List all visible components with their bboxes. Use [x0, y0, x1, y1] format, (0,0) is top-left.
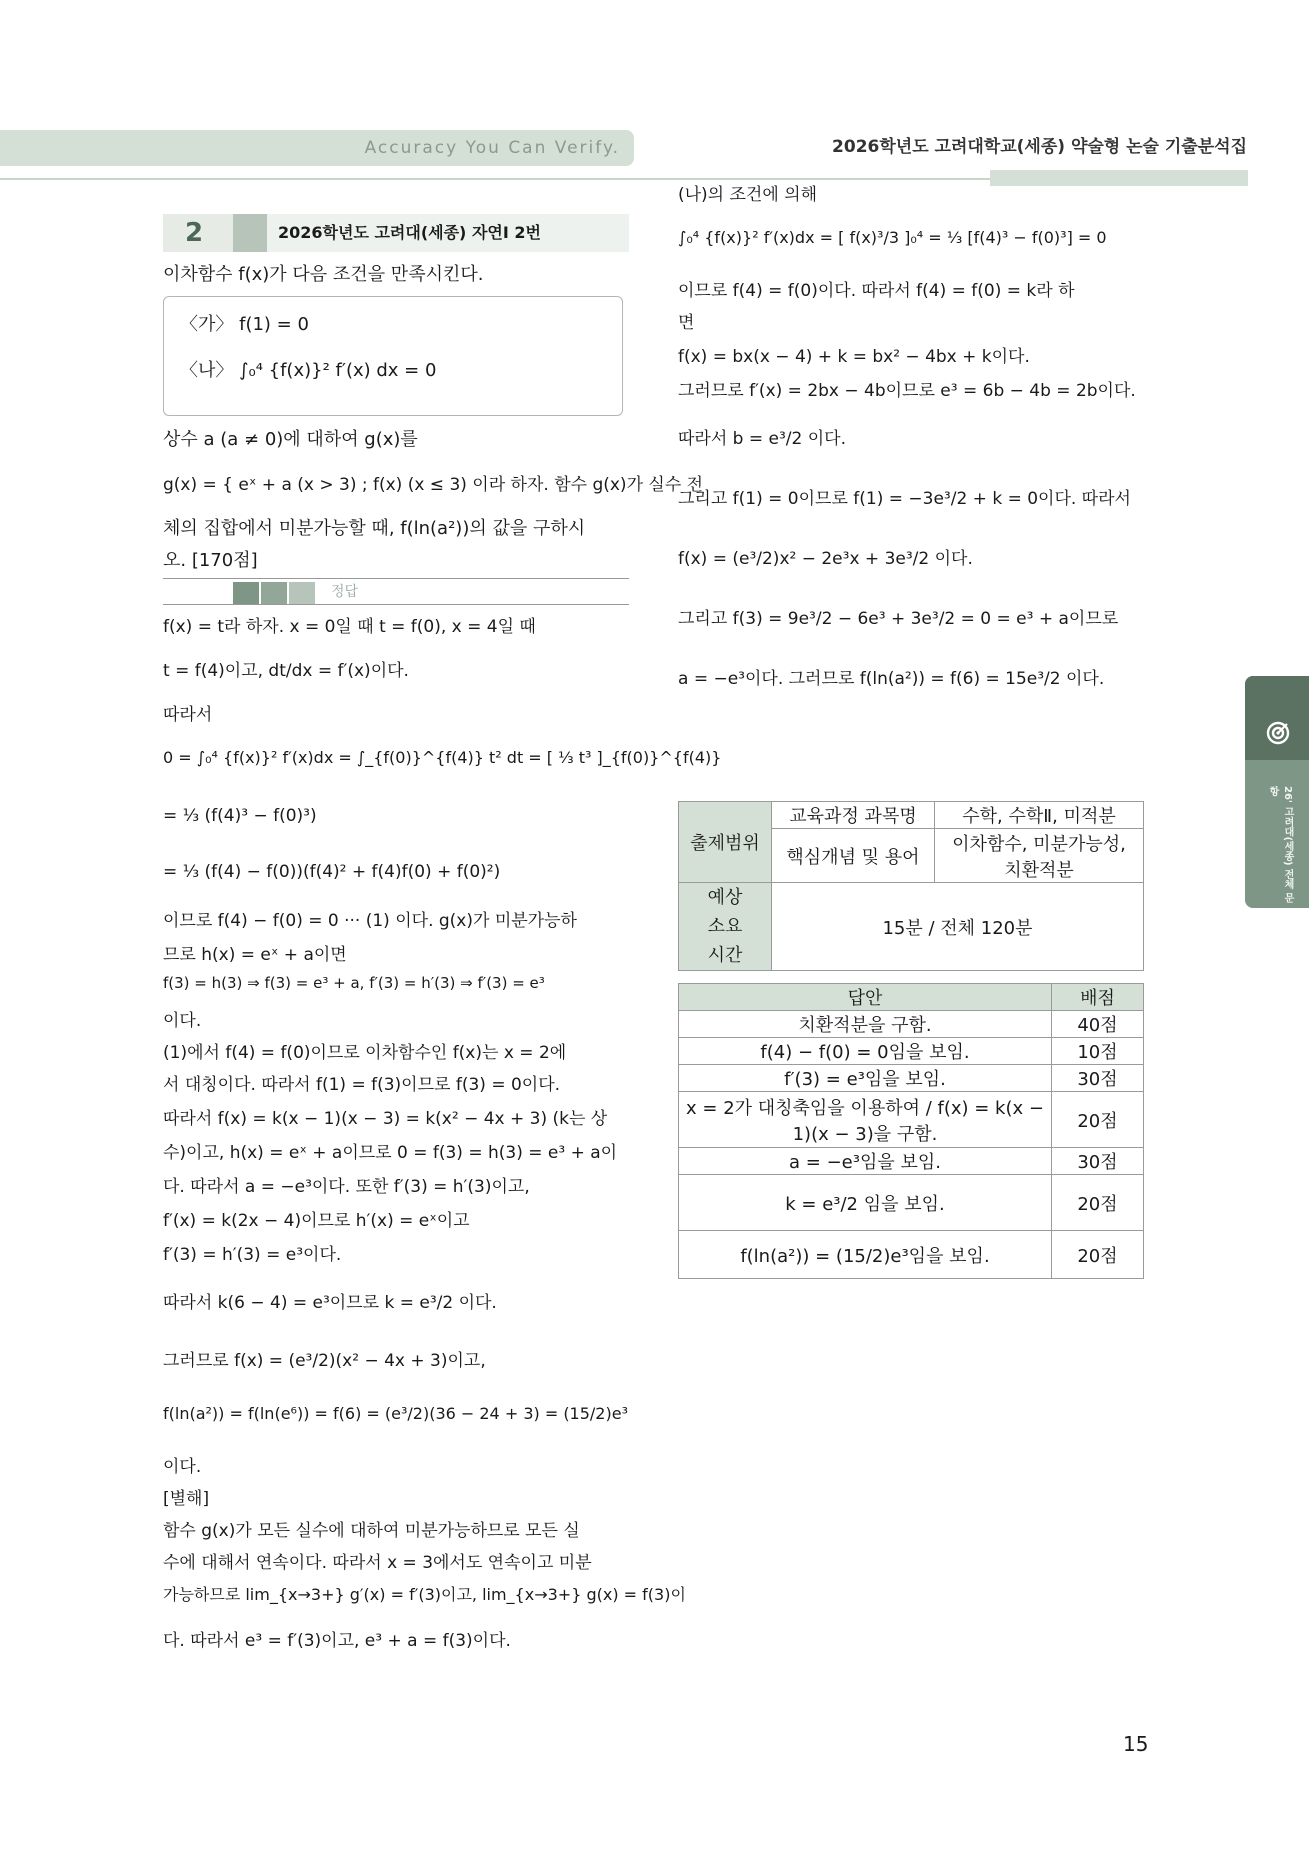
condition-na: 〈나〉 ∫₀⁴ {f(x)}² f′(x) dx = 0	[180, 360, 437, 381]
question-body-2: g(x) = { eˣ + a (x > 3) ; f(x) (x ≤ 3) 이라 하자. 함수 g(x)가 실수 전	[163, 475, 704, 495]
sol-left-line: 따라서 k(6 − 4) = e³이므로 k = e³/2 이다.	[163, 1293, 497, 1313]
score-row-answer: 치환적분을 구함.	[679, 1011, 1052, 1038]
sol-left-line: 이다.	[163, 1457, 202, 1477]
side-tab-label: 26' 고려대(세종) 전체 문항	[1267, 786, 1293, 903]
header-title: 2026학년도 고려대학교(세종) 약술형 논술 기출분석집	[832, 137, 1247, 157]
score-row-score: 20점	[1052, 1231, 1144, 1279]
question-body-3: 체의 집합에서 미분가능할 때, f(ln(a²))의 값을 구하시	[163, 518, 586, 539]
sol-left-line: f′(x) = k(2x − 4)이므로 h′(x) = eˣ이고	[163, 1211, 470, 1231]
condition-ga: 〈가〉 f(1) = 0	[180, 314, 309, 335]
sol-right-line: 그리고 f(1) = 0이므로 f(1) = −3e³/2 + k = 0이다. 따라서	[678, 489, 1131, 509]
time-label	[679, 883, 772, 971]
score-row-score: 10점	[1052, 1038, 1144, 1065]
sol-left-line: = ⅓ (f(4)³ − f(0)³)	[163, 806, 317, 826]
sol-right-line: 따라서 b = e³/2 이다.	[678, 429, 846, 449]
sol-left-line: (1)에서 f(4) = f(0)이므로 이차함수인 f(x)는 x = 2에	[163, 1043, 567, 1063]
answer-tag-block-3	[289, 582, 315, 604]
question-number: 2	[163, 214, 233, 252]
sol-left-line: 이다.	[163, 1011, 202, 1031]
sol-left-line: 서 대칭이다. 따라서 f(1) = f(3)이므로 f(3) = 0이다.	[163, 1075, 561, 1095]
sol-right-line: a = −e³이다. 그러므로 f(ln(a²)) = f(6) = 15e³/2 이다.	[678, 669, 1105, 689]
time-label-3: 시간	[707, 945, 743, 966]
header-bar	[0, 130, 634, 166]
question-title: 2026학년도 고려대(세종) 자연I 2번	[278, 223, 541, 242]
score-row-score: 30점	[1052, 1065, 1144, 1092]
sol-left-line: f(x) = t라 하자. x = 0일 때 t = f(0), x = 4일 때	[163, 617, 536, 637]
time-label-1: 예상	[707, 887, 743, 908]
sol-right-line: f(x) = bx(x − 4) + k = bx² − 4bx + k이다.	[678, 347, 1030, 367]
sol-left-line: 따라서 f(x) = k(x − 1)(x − 3) = k(x² − 4x + 3) (k는 상	[163, 1109, 608, 1129]
target-icon	[1265, 720, 1291, 746]
score-row-answer: f(ln(a²)) = (15/2)e³임을 보임.	[679, 1231, 1052, 1279]
sol-left-line: 그러므로 f(x) = (e³/2)(x² − 4x + 3)이고,	[163, 1351, 486, 1371]
score-row-answer: f′(3) = e³임을 보임.	[679, 1065, 1052, 1092]
sol-right-line: 면	[678, 313, 695, 333]
sol-left-line: 다. 따라서 a = −e³이다. 또한 f′(3) = h′(3)이고,	[163, 1177, 530, 1197]
sol-left-line: f(3) = h(3) ⇒ f(3) = e³ + a, f′(3) = h′(3) ⇒ f′(3) = e³	[163, 974, 545, 992]
sol-right-line: (나)의 조건에 의해	[678, 185, 818, 205]
scope-row2-value-1: 이차함수, 미분가능성,	[952, 833, 1126, 855]
sol-left-line: 므로 h(x) = eˣ + a이면	[163, 945, 347, 965]
score-row-answer: f(4) − f(0) = 0임을 보임.	[679, 1038, 1052, 1065]
scope-row2-value	[935, 829, 1144, 883]
sol-left-line: 따라서	[163, 705, 213, 725]
question-header	[163, 214, 629, 252]
question-number-bar	[233, 214, 267, 252]
score-table	[678, 983, 1144, 1279]
scope-row1-label: 교육과정 과목명	[772, 802, 935, 829]
scope-row2-label: 핵심개념 및 용어	[772, 829, 935, 883]
question-body-4: 오. [170점]	[163, 550, 258, 571]
sol-left-line: 다. 따라서 e³ = f′(3)이고, e³ + a = f(3)이다.	[163, 1631, 511, 1651]
sol-right-line: 그러므로 f′(x) = 2bx − 4b이므로 e³ = 6b − 4b = 2b이다.	[678, 381, 1136, 401]
sol-left-line: [별해]	[163, 1489, 210, 1509]
side-tab-top	[1245, 676, 1309, 760]
score-row-score: 40점	[1052, 1011, 1144, 1038]
answer-label-block	[233, 582, 359, 604]
sol-left-line: 가능하므로 lim_{x→3+} g′(x) = f′(3)이고, lim_{x→3+} g(x) = f(3)이	[163, 1585, 686, 1604]
sol-left-line: 수)이고, h(x) = eˣ + a이므로 0 = f(3) = h(3) = e³ + a이	[163, 1143, 618, 1163]
header-accent-strip	[990, 170, 1248, 186]
sol-left-line: f′(3) = h′(3) = e³이다.	[163, 1245, 342, 1265]
page-number: 15	[1123, 1732, 1149, 1756]
sol-right-line: f(x) = (e³/2)x² − 2e³x + 3e³/2 이다.	[678, 549, 973, 569]
header-tagline: Accuracy You Can Verify.	[364, 138, 620, 158]
sol-left-line: 0 = ∫₀⁴ {f(x)}² f′(x)dx = ∫_{f(0)}^{f(4)} t² dt = [ ⅓ t³ ]_{f(0)}^{f(4)}	[163, 748, 722, 767]
score-header-answer: 답안	[679, 984, 1052, 1011]
answer-divider-top	[163, 578, 629, 579]
sol-left-line: 이므로 f(4) − f(0) = 0 ··· (1) 이다. g(x)가 미분가능하	[163, 911, 577, 931]
score-header-score: 배점	[1052, 984, 1144, 1011]
sol-left-line: 함수 g(x)가 모든 실수에 대하여 미분가능하므로 모든 실	[163, 1521, 580, 1541]
question-body-1: 상수 a (a ≠ 0)에 대하여 g(x)를	[163, 429, 418, 450]
score-row-answer: x = 2가 대칭축임을 이용하여 / f(x) = k(x − 1)(x − 3)을 구함.	[679, 1092, 1052, 1148]
scope-table	[678, 801, 1144, 971]
score-row-answer: k = e³/2 임을 보임.	[679, 1175, 1052, 1231]
question-intro: 이차함수 f(x)가 다음 조건을 만족시킨다.	[163, 264, 484, 285]
sol-right-line: 그리고 f(3) = 9e³/2 − 6e³ + 3e³/2 = 0 = e³ + a이므로	[678, 609, 1119, 629]
sol-left-line: t = f(4)이고, dt/dx = f′(x)이다.	[163, 661, 409, 681]
score-row-score: 30점	[1052, 1148, 1144, 1175]
header-divider	[0, 178, 990, 180]
scope-row2-value-2: 치환적분	[1004, 859, 1074, 881]
sol-right-line: 이므로 f(4) = f(0)이다. 따라서 f(4) = f(0) = k라 하	[678, 281, 1075, 301]
sol-left-line: = ⅓ (f(4) − f(0))(f(4)² + f(4)f(0) + f(0)²)	[163, 862, 501, 882]
sol-left-line: f(ln(a²)) = f(ln(e⁶)) = f(6) = (e³/2)(36 − 24 + 3) = (15/2)e³	[163, 1404, 628, 1423]
score-row-answer: a = −e³임을 보임.	[679, 1148, 1052, 1175]
answer-tag-block-2	[261, 582, 287, 604]
sol-left-line: 수에 대해서 연속이다. 따라서 x = 3에서도 연속이고 미분	[163, 1553, 592, 1573]
answer-tag-block-1	[233, 582, 259, 604]
score-row-score: 20점	[1052, 1092, 1144, 1148]
answer-divider-bottom	[163, 604, 629, 605]
time-label-2: 소요	[707, 916, 743, 937]
scope-label: 출제범위	[679, 802, 772, 883]
answer-label: 정답	[331, 584, 359, 600]
sol-right-line: ∫₀⁴ {f(x)}² f′(x)dx = [ f(x)³/3 ]₀⁴ = ⅓ [f(4)³ − f(0)³] = 0	[678, 228, 1107, 247]
time-value: 15분 / 전체 120분	[772, 883, 1144, 971]
score-row-score: 20점	[1052, 1175, 1144, 1231]
scope-row1-value: 수학, 수학Ⅱ, 미적분	[935, 802, 1144, 829]
